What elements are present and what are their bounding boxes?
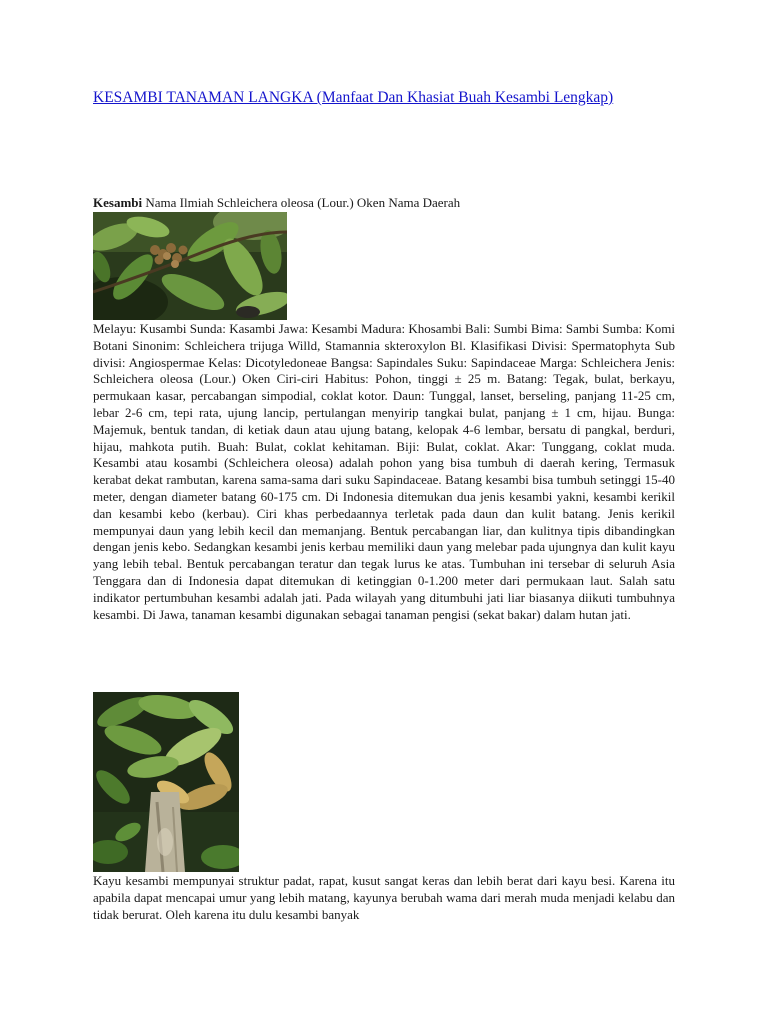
intro-line xyxy=(93,195,683,211)
kesambi-tree-photo xyxy=(93,692,239,872)
kesambi-fruit-photo xyxy=(93,212,287,320)
article-title-link[interactable]: KESAMBI TANAMAN LANGKA (Manfaat Dan Khasiat Buah Kesambi Lengkap) xyxy=(93,89,614,106)
intro-bold-term: Kesambi xyxy=(93,195,143,210)
paragraph-botanical-description: Melayu: Kusambi Sunda: Kasambi Jawa: Kesambi Madura: Khosambi Bali: Sumbi Bima: Sambi Sumba: Komi Botani Sinonim: Schleichera trijuga Willd, Stamannia skteroxylon Bl. Klasifikasi Divisi: Spermatophyta Sub divisi: Angiospermae Kelas: Dicotyledoneae Bangsa: Sapindales Suku: Sapindaceae Marga: Schleichera Jenis: Schleichera oleosa (Lour.) Oken Ciri-ciri Habitus: Pohon, tinggi ± 25 m. Batang: Tegak, bulat, berkayu, permukaan kasar, percabangan simpodial, coklat kotor. Daun: Tunggal, lanset, berseling, panjang 11-25 cm, lebar 2-6 cm, tepi rata, ujung lancip, pertulangan menyirip tangkai bulat, panjang ± 1 cm, hijau. Bunga: Majemuk, bentuk tandan, di ketiak daun atau ujung batang, kelopak 4-6 lembar, bersatu di pangkal, berduri, hijau, mahkota putih. Buah: Bulat, coklat kehitaman. Biji: Bulat, coklat. Akar: Tunggang, coklat muda. Kesambi atau kosambi (Schleichera oleosa) adalah pohon yang bisa tumbuh di daerah kering, Termasuk kerabat dekat rambutan, karena sama-sama dari suku Sapindaceae. Batang kesambi bisa tumbuh setinggi 15-40 meter, dengan diameter batang 60-175 cm. Di Indonesia ditemukan dua jenis kesambi yakni, kesambi kerikil dan kesambi kebo (kerbau). Ciri khas perbedaannya terletak pada daun dan kulit batang. Jenis kerikil mempunyai daun yang lebih kecil dan memanjang. Bentuk percabangan liar, dan kulitnya tipis dibandingkan dengan jenis kebo. Sedangkan kesambi jenis kerbau memiliki daun yang melebar pada ujungnya dan kulit kayu yang lebih tebal. Bentuk percabangan teratur dan tegak lurus ke atas. Tumbuhan ini tersebar di seluruh Asia Tenggara dan di Indonesia dapat ditemukan di ketinggian 0-1.200 meter dari permukaan laut. Salah satu indikator pertumbuhan kesambi adalah jati. Pada wilayah yang ditumbuhi jati liar biasanya diikuti tumbuhnya kesambi. Di Jawa, tanaman kesambi digunakan sebagai tanaman pengisi (sekat bakar) dalam hutan jati. xyxy=(93,321,675,622)
paragraph-wood-description: Kayu kesambi mempunyai struktur padat, rapat, kusut sangat keras dan lebih berat dari kayu besi. Karena itu apabila dapat mencapai umur yang lebih matang, kayunya berubah wama dari merah muda menjadi kelabu dan tidak berurat. Oleh karena itu dulu kesambi banyak xyxy=(93,873,675,922)
intro-text: Nama Ilmiah Schleichera oleosa (Lour.) Oken Nama Daerah xyxy=(142,195,461,210)
